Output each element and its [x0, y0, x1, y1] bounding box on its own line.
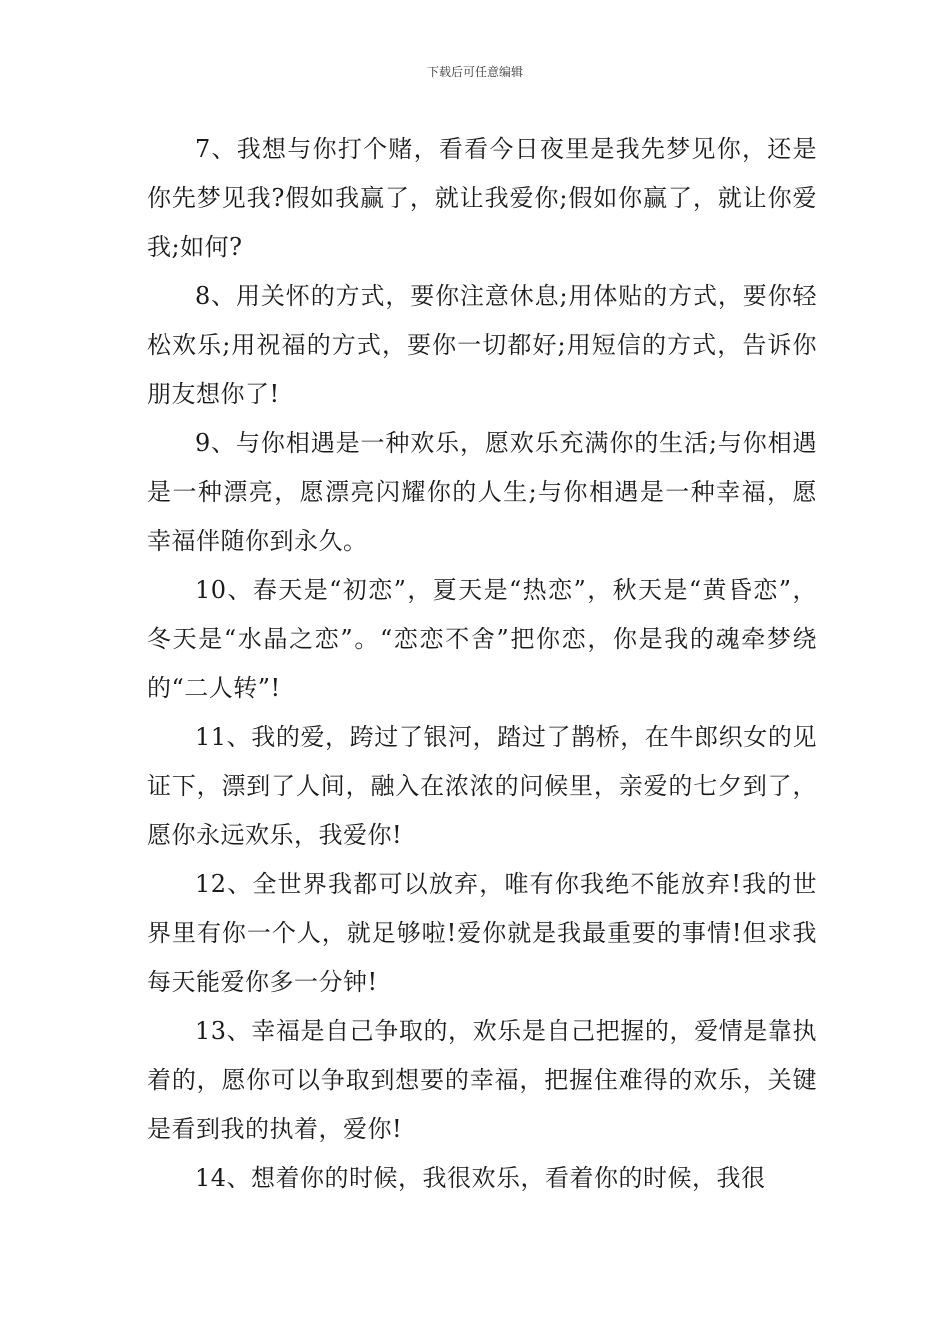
paragraph-9: 9、与你相遇是一种欢乐，愿欢乐充满你的生活;与你相遇是一种漂亮，愿漂亮闪耀你的人生;与你相遇是一种幸福，愿幸福伴随你到永久。 [147, 429, 817, 555]
paragraph-7: 7、我想与你打个赌，看看今日夜里是我先梦见你，还是你先梦见我?假如我赢了，就让我爱你;假如你赢了，就让你爱我;如何? [147, 135, 817, 261]
paragraph-14: 14、想着你的时候，我很欢乐，看着你的时候，我很 [195, 1164, 766, 1192]
page-header: 下载后可任意编辑 [426, 65, 523, 79]
paragraph-11: 11、我的爱，跨过了银河，踏过了鹊桥，在牛郎织女的见证下，漂到了人间，融入在浓浓的问候里，亲爱的七夕到了，愿你永远欢乐，我爱你! [147, 723, 817, 849]
paragraph-12: 12、全世界我都可以放弃，唯有你我绝不能放弃!我的世界里有你一个人，就足够啦!爱你就是我最重要的事情!但求我每天能爱你多一分钟! [147, 870, 817, 996]
document-body [147, 125, 817, 1203]
paragraph-8: 8、用关怀的方式，要你注意休息;用体贴的方式，要你轻松欢乐;用祝福的方式，要你一切都好;用短信的方式，告诉你朋友想你了! [147, 282, 817, 408]
paragraph-10: 10、春天是“初恋”，夏天是“热恋”，秋天是“黄昏恋”，冬天是“水晶之恋”。“恋恋不舍”把你恋，你是我的魂牵梦绕的“二人转”! [147, 576, 817, 702]
paragraph-13: 13、幸福是自己争取的，欢乐是自己把握的，爱情是靠执着的，愿你可以争取到想要的幸福，把握住难得的欢乐，关键是看到我的执着，爱你! [147, 1017, 817, 1143]
